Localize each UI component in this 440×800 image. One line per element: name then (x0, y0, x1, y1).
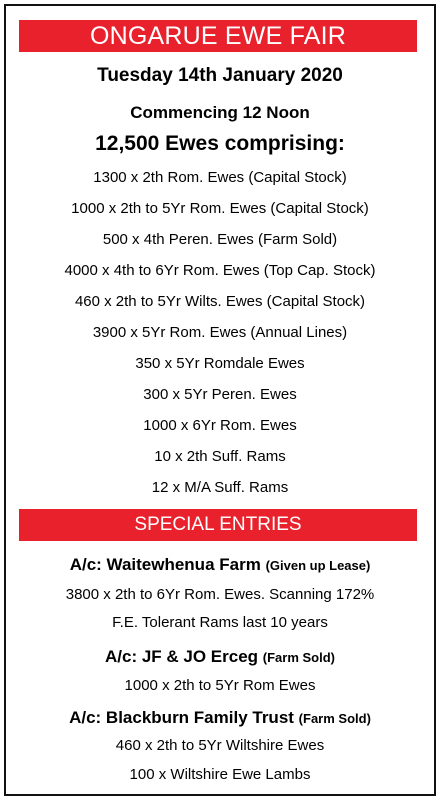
commencing-time: Commencing 12 Noon (130, 103, 310, 122)
account-note: (Farm Sold) (262, 650, 336, 665)
special-entry-account (6, 708, 434, 728)
special-entry-account (6, 647, 434, 667)
account-name: A/c: JF & JO Erceg (104, 647, 259, 666)
special-entries-banner: SPECIAL ENTRIES (19, 509, 417, 541)
stock-item: 4000 x 4th to 6Yr Rom. Ewes (Top Cap. Stock) (64, 262, 376, 279)
stock-item: 10 x 2th Suff. Rams (154, 448, 286, 465)
special-entry-line: F.E. Tolerant Rams last 10 years (112, 614, 328, 631)
stock-item: 460 x 2th to 5Yr Wilts. Ewes (Capital Stock) (74, 293, 366, 310)
special-entry-account (6, 555, 434, 575)
stock-item: 1000 x 2th to 5Yr Rom. Ewes (Capital Stock) (71, 200, 369, 217)
stock-item: 3900 x 5Yr Rom. Ewes (Annual Lines) (92, 324, 348, 341)
stock-item: 500 x 4th Peren. Ewes (Farm Sold) (102, 231, 338, 248)
stock-item: 300 x 5Yr Peren. Ewes (143, 386, 297, 403)
special-entry-line: 3800 x 2th to 6Yr Rom. Ewes. Scanning 172% (65, 586, 375, 603)
stock-item: 350 x 5Yr Romdale Ewes (135, 355, 305, 372)
account-note: (Farm Sold) (298, 711, 371, 726)
account-note: (Given up Lease) (265, 558, 371, 573)
stock-item: 1000 x 6Yr Rom. Ewes (143, 417, 297, 434)
title-banner: ONGARUE EWE FAIR (19, 20, 417, 52)
stock-item: 1300 x 2th Rom. Ewes (Capital Stock) (93, 169, 347, 186)
special-entry-line: 1000 x 2th to 5Yr Rom Ewes (124, 677, 316, 694)
sale-date: Tuesday 14th January 2020 (97, 65, 343, 86)
stock-item: 12 x M/A Suff. Rams (151, 479, 289, 496)
special-entry-line: 460 x 2th to 5Yr Wiltshire Ewes (115, 737, 325, 754)
account-name: A/c: Waitewhenua Farm (69, 555, 261, 574)
special-entry-line: 100 x Wiltshire Ewe Lambs (129, 766, 311, 783)
headline: 12,500 Ewes comprising: (95, 132, 345, 155)
account-name: A/c: Blackburn Family Trust (69, 708, 294, 727)
